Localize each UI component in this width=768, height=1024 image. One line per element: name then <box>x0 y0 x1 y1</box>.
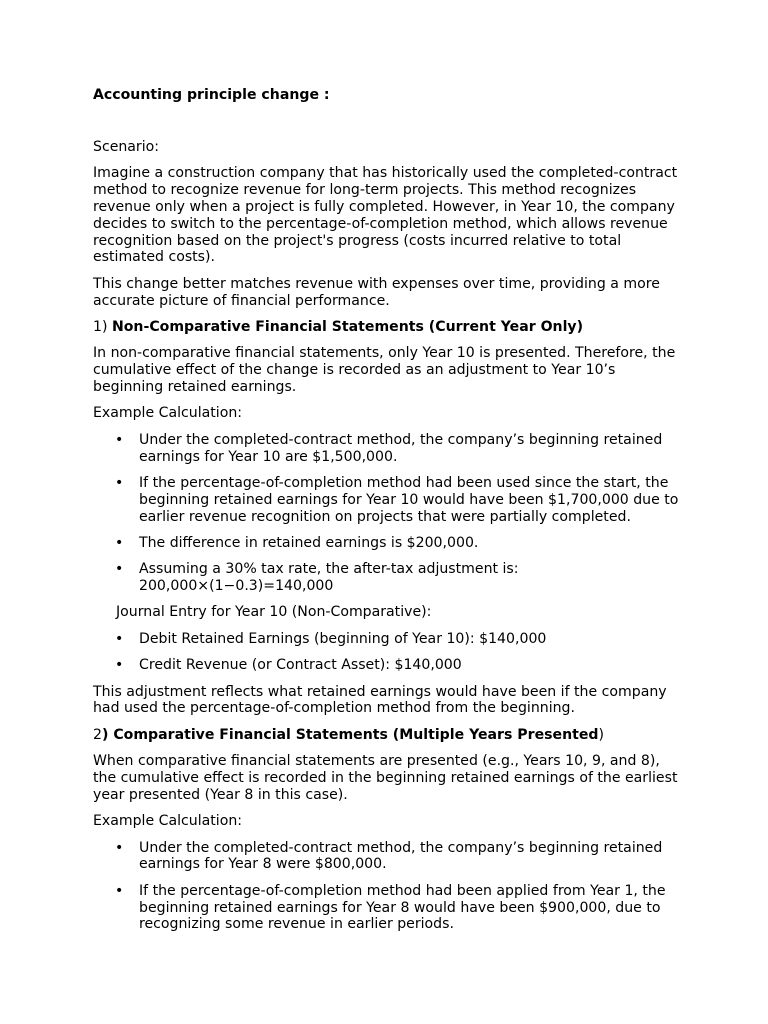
scenario-label: Scenario: <box>93 139 160 155</box>
section-2-close-paren: ) <box>598 726 604 743</box>
section-2-heading-text: ) Comparative Financial Statements (Multiple Years Presented <box>101 726 599 743</box>
document-title: Accounting principle change : <box>93 87 330 103</box>
section-2-calculation-list <box>93 840 683 934</box>
list-item: • If the percentage-of-completion method had been used since the start, the beginning retained earnings for Year 10 would have been $1,700,000 due to earlier revenue recognition on projects that were partially completed. <box>139 475 683 525</box>
document-body <box>93 139 683 943</box>
section-2-heading <box>93 727 683 744</box>
section-1-text: In non-comparative financial statements, only Year 10 is presented. Therefore, the cumulative effect of the change is recorded as an adjustment to Year 10’s beginning retained earnings. <box>93 345 676 395</box>
section-1-heading <box>93 319 683 336</box>
section-2-number: 2 <box>93 726 102 743</box>
section-1-number: 1) <box>93 318 112 335</box>
section-1-conclusion: This adjustment reflects what retained earnings would have been if the company had used the percentage-of-completion method from the beginning. <box>93 683 667 717</box>
list-item: • If the percentage-of-completion method had been applied from Year 1, the beginning retained earnings for Year 8 would have been $900,000, due to recognizing some revenue in earlier periods. <box>139 883 683 933</box>
list-item: • Credit Revenue (or Contract Asset): $140,000 <box>139 657 683 674</box>
list-item: • Debit Retained Earnings (beginning of Year 10): $140,000 <box>139 631 683 648</box>
intro-paragraph: Imagine a construction company that has historically used the completed-contract method to recognize revenue for long-term projects. This method recognizes revenue only when a project is fully completed. However, in Year 10, the company decides to switch to the percentage-of-completion method, which allows revenue recognition based on the project's progress (costs incurred relative to total estimated costs). <box>93 165 678 266</box>
section-2-text: When comparative financial statements are presented (e.g., Years 10, 9, and 8), the cumulative effect is recorded in the beginning retained earnings of the earliest year presented (Year 8 in this case). <box>93 753 678 803</box>
match-paragraph: This change better matches revenue with expenses over time, providing a more accurate picture of financial performance. <box>93 275 660 309</box>
list-item: • Under the completed-contract method, the company’s beginning retained earnings for Year 8 were $800,000. <box>139 840 683 874</box>
journal-entry-list <box>93 631 683 674</box>
section-2-example-label: Example Calculation: <box>93 813 242 830</box>
list-item: • Under the completed-contract method, the company’s beginning retained earnings for Year 10 are $1,500,000. <box>139 432 683 466</box>
journal-entry-label: Journal Entry for Year 10 (Non-Comparative): <box>116 604 432 621</box>
section-1-calculation-list <box>93 432 683 595</box>
list-item: • The difference in retained earnings is $200,000. <box>139 535 683 552</box>
section-1-example-label: Example Calculation: <box>93 405 242 422</box>
list-item: • Assuming a 30% tax rate, the after-tax adjustment is: 200,000×(1−0.3)=140,000 <box>139 561 683 595</box>
section-1-heading-text: Non-Comparative Financial Statements (Current Year Only) <box>111 318 584 335</box>
